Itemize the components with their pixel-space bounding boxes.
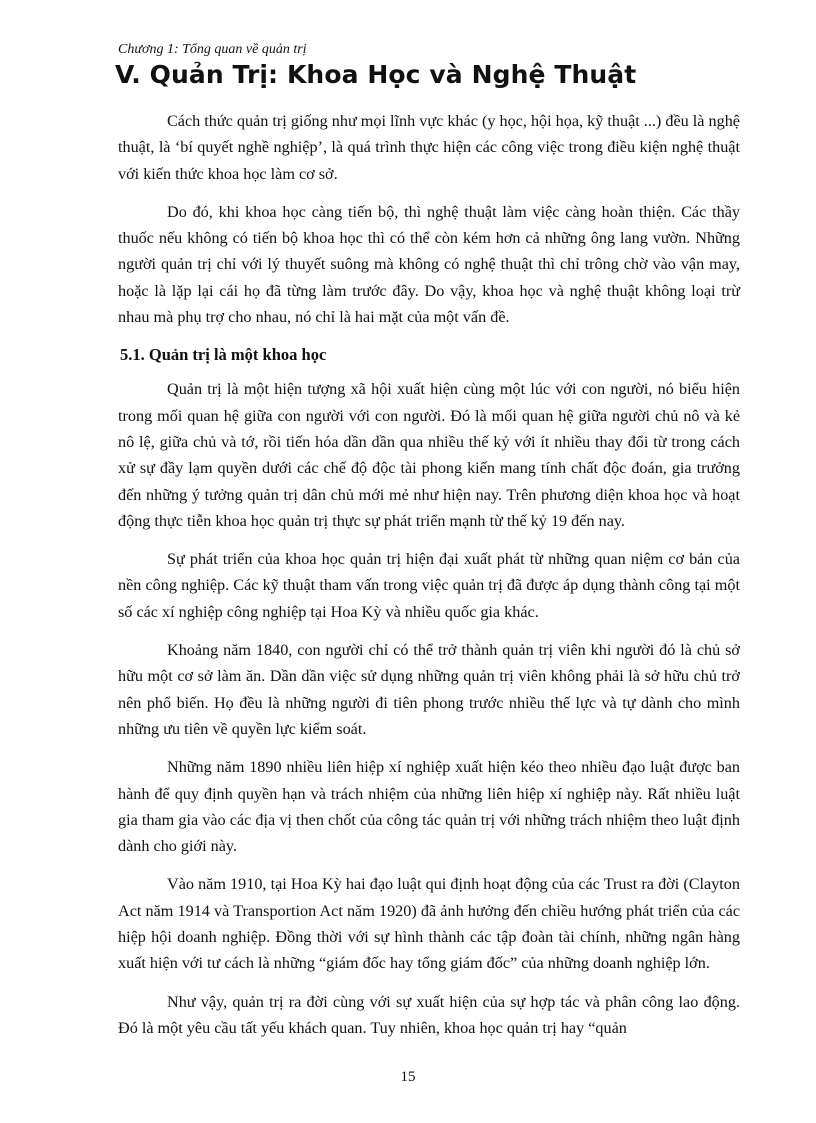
paragraph: Những năm 1890 nhiều liên hiệp xí nghiệp xuất hiện kéo theo nhiều đạo luật được ban hành để quy định quyền hạn và trách nhiệm của những liên hiệp xí nghiệp này. Rất nhiều luật gia tham gia vào các địa vị then chốt của công tác quản trị với những trách nhiệm theo luật định dành cho giới này.	[118, 758, 740, 856]
page-number: 15	[400, 1069, 416, 1085]
paragraph: Như vậy, quản trị ra đời cùng với sự xuất hiện của sự hợp tác và phân công lao động. Đó là một yêu cầu tất yếu khách quan. Tuy nhiên, khoa học quản trị hay “quản	[118, 992, 740, 1037]
body-text	[118, 108, 740, 1053]
section-title: V. Quản Trị: Khoa Học và Nghệ Thuật	[115, 60, 637, 89]
paragraph: Quản trị là một hiện tượng xã hội xuất hiện cùng một lúc với con người, nó biểu hiện trong mối quan hệ giữa con người với con người. Đó là mối quan hệ giữa người chủ nô và kẻ nô lệ, giữa chủ và tớ, rồi tiến hóa dần dần qua nhiều thế kỷ với ít nhiều thay đổi từ trong cách xử sự đầy lạm quyền dưới các chế độ độc tài phong kiến mang tính chất độc đoán, gia trưởng đến những ý tưởng quản trị dân chủ mới mẻ như hiện nay. Trên phương diện khoa học và hoạt động thực tiễn khoa học quản trị thực sự phát triển mạnh từ thế kỷ 19 đến nay.	[118, 380, 740, 530]
paragraph: Cách thức quản trị giống như mọi lĩnh vực khác (y học, hội họa, kỹ thuật ...) đều là nghệ thuật, là ‘bí quyết nghề nghiệp’, là quá trình thực hiện các công việc trong điều kiện nghệ thuật với kiến thức khoa học làm cơ sở.	[118, 112, 740, 183]
chapter-header: Chương 1: Tổng quan về quản trị	[118, 42, 307, 57]
paragraph: Vào năm 1910, tại Hoa Kỳ hai đạo luật qui định hoạt động của các Trust ra đời (Clayton Act năm 1914 và Transportion Act năm 1920) đã ảnh hưởng đến chiều hướng phát triển của các hiệp hội doanh nghiệp. Đồng thời với sự hình thành các tập đoàn tài chính, những ngân hàng xuất hiện với tư cách là những “giám đốc hay tổng giám đốc” của những doanh nghiệp lớn.	[118, 875, 740, 973]
paragraph: Do đó, khi khoa học càng tiến bộ, thì nghệ thuật làm việc càng hoàn thiện. Các thầy thuốc nếu không có tiến bộ khoa học thì có thể còn kém hơn cả những ông lang vườn. Những người quản trị chỉ với lý thuyết suông mà không có nghệ thuật thì chỉ trông chờ vào vận may, hoặc là lặp lại cái họ đã từng làm trước đây. Do vậy, khoa học và nghệ thuật không loại trừ nhau mà phụ trợ cho nhau, nó chỉ là hai mặt của một vấn đề.	[118, 202, 740, 327]
paragraph: Sự phát triển của khoa học quản trị hiện đại xuất phát từ những quan niệm cơ bản của nền công nghiệp. Các kỹ thuật tham vấn trong việc quản trị đã được áp dụng thành công tại một số các xí nghiệp công nghiệp tại Hoa Kỳ và nhiều quốc gia khác.	[118, 550, 740, 621]
paragraph: Khoảng năm 1840, con người chỉ có thể trở thành quản trị viên khi người đó là chủ sở hữu một cơ sở làm ăn. Dần dần việc sử dụng những quản trị viên không phải là sở hữu chủ trở nên phổ biến. Họ đều là những người đi tiên phong trước nhiều thế lực và tự dành cho mình những ưu tiên về quyền lực kiểm soát.	[118, 641, 740, 738]
subsection-heading: 5.1. Quản trị là một khoa học	[120, 345, 327, 365]
